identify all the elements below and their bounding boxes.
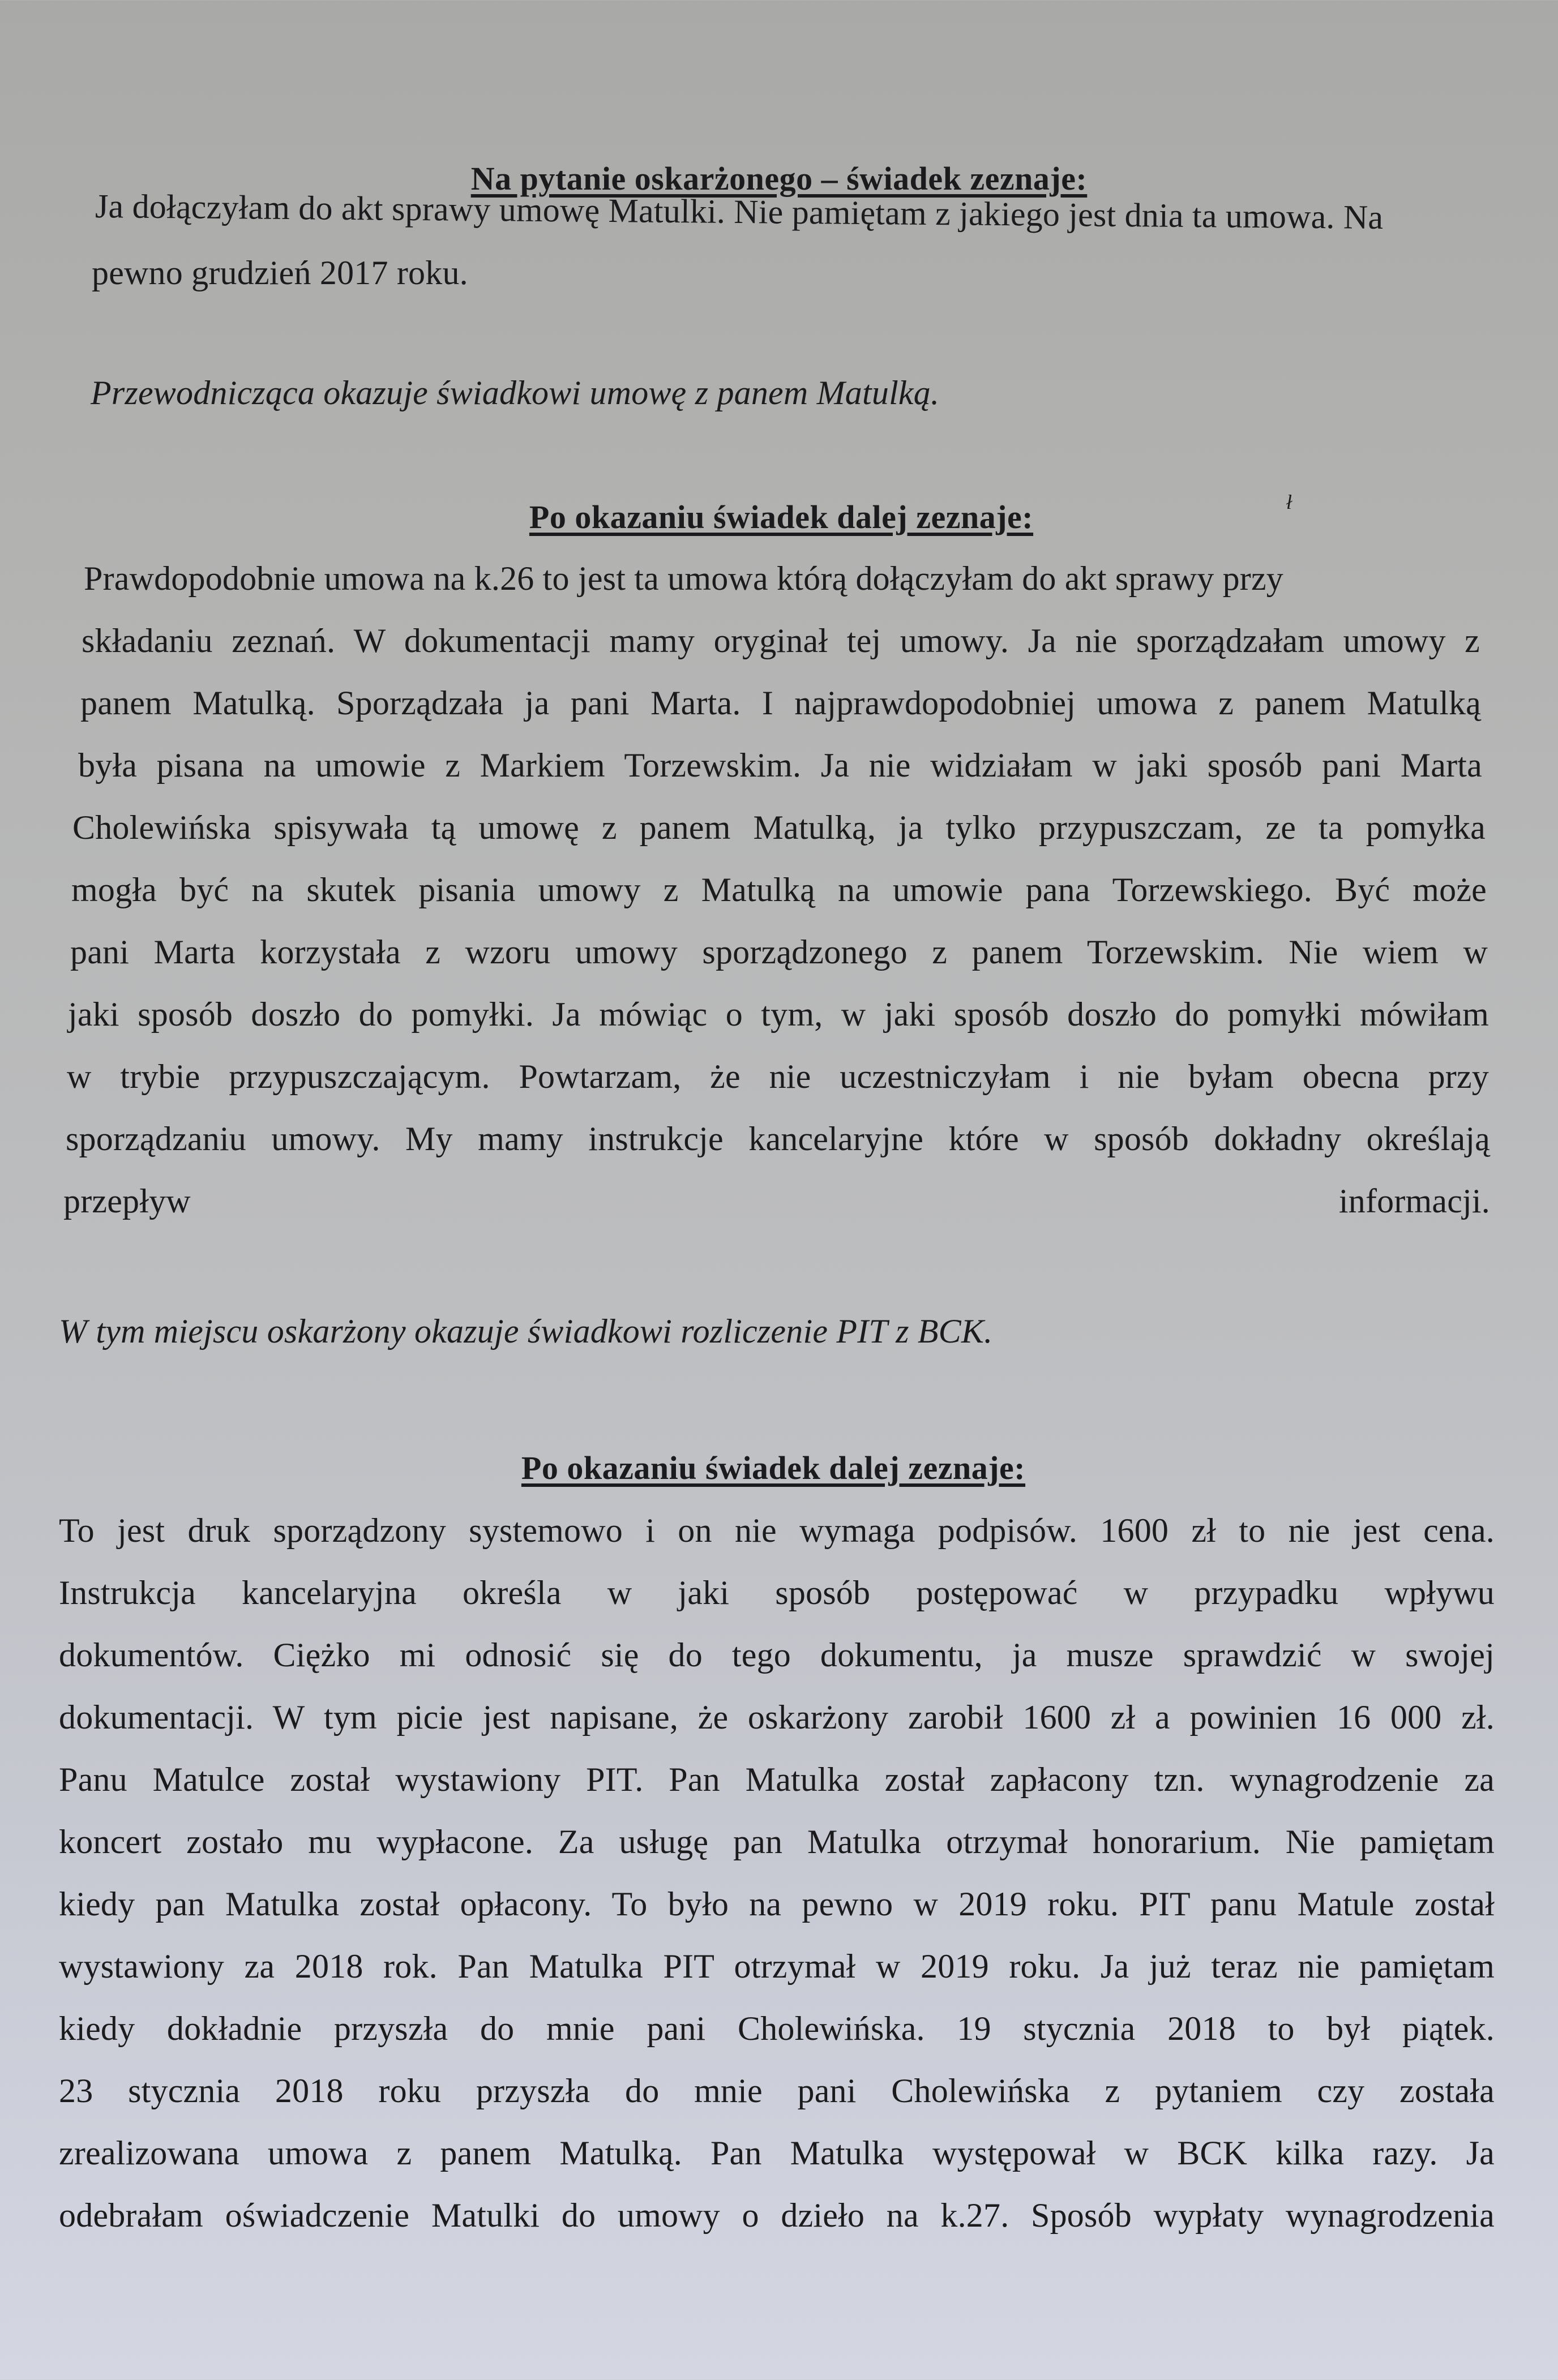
text-line: Panu Matulce został wystawiony PIT. Pan Matulka został zapłacony tzn. wynagrodzenie za [59,1761,1495,1798]
text-line: dokumentacji. W tym picie jest napisane, że oskarżony zarobił 1600 zł a powinien 16 000 zł. [59,1699,1495,1736]
text-line: pewno grudzień 2017 roku. [92,254,468,291]
text-line: panem Matulką. Sporządzała ja pani Marta. I najprawdopodobniej umowa z panem Matulką [80,684,1481,722]
procedural-note: Przewodnicząca okazuje świadkowi umowę z panem Matulką. [91,374,940,411]
text-line: zrealizowana umowa z panem Matulką. Pan Matulka występował w BCK kilka razy. Ja [59,2134,1495,2172]
section-heading-question: Na pytanie oskarżonego – świadek zeznaje: [470,160,1088,197]
text-fragment: informacji. [1338,1182,1490,1220]
section-heading-after-showing: Po okazaniu świadek dalej zeznaje: [529,499,1034,535]
text-line: w trybie przypuszczającym. Powtarzam, że nie uczestniczyłam i nie byłam obecna przy [67,1058,1489,1095]
text-line: To jest druk sporządzony systemowo i on nie wymaga podpisów. 1600 zł to nie jest cena. [59,1512,1495,1549]
text-line: kiedy pan Matulka został opłacony. To było na pewno w 2019 roku. PIT panu Matule został [59,1885,1495,1923]
text-line: jaki sposób doszło do pomyłki. Ja mówiąc o tym, w jaki sposób doszło do pomyłki mówiłam [68,996,1489,1033]
text-line: Cholewińska spisywała tą umowę z panem Matulką, ja tylko przypuszczam, ze ta pomyłka [72,809,1486,846]
text-line [63,1182,1490,1221]
text-line: pani Marta korzystała z wzoru umowy sporządzonego z panem Torzewskim. Nie wiem w [70,933,1488,971]
text-line: odebrałam oświadczenie Matulki do umowy o dzieło na k.27. Sposób wypłaty wynagrodzenia [59,2197,1495,2234]
text-line: 23 stycznia 2018 roku przyszła do mnie pani Cholewińska z pytaniem czy została [59,2072,1495,2109]
text-fragment: przepływ [63,1182,191,1220]
text-line: mogła być na skutek pisania umowy z Matulką na umowie pana Torzewskiego. Być może [71,871,1487,908]
text-line: dokumentów. Ciężko mi odnosić się do tego dokumentu, ja musze sprawdzić w swojej [59,1636,1495,1674]
handwritten-mark: ł [1286,491,1292,513]
text-line: Prawdopodobnie umowa na k.26 to jest ta umowa którą dołączyłam do akt sprawy przy [84,560,1284,597]
text-line: Ja dołączyłam do akt sprawy umowę Matulki. Nie pamiętam z jakiego jest dnia ta umowa. Na [95,187,1384,236]
text-line: koncert zostało mu wypłacone. Za usługę pan Matulka otrzymał honorarium. Nie pamiętam [59,1823,1495,1860]
text-line: była pisana na umowie z Markiem Torzewskim. Ja nie widziałam w jaki sposób pani Marta [78,747,1482,784]
text-line: kiedy dokładnie przyszła do mnie pani Cholewińska. 19 stycznia 2018 to był piątek. [59,2010,1495,2047]
text-line: Instrukcja kancelaryjna określa w jaki sposób postępować w przypadku wpływu [59,1574,1495,1611]
section-heading-after-showing: Po okazaniu świadek dalej zeznaje: [521,1450,1026,1486]
text-line: składaniu zeznań. W dokumentacji mamy oryginał tej umowy. Ja nie sporządzałam umowy z [82,622,1480,659]
procedural-note: W tym miejscu oskarżony okazuje świadkowi rozliczenie PIT z BCK. [59,1313,993,1350]
text-line: sporządzaniu umowy. My mamy instrukcje kancelaryjne które w sposób dokładny określają [66,1120,1490,1157]
text-line: wystawiony za 2018 rok. Pan Matulka PIT otrzymał w 2019 roku. Ja już teraz nie pamiętam [59,1948,1495,1985]
